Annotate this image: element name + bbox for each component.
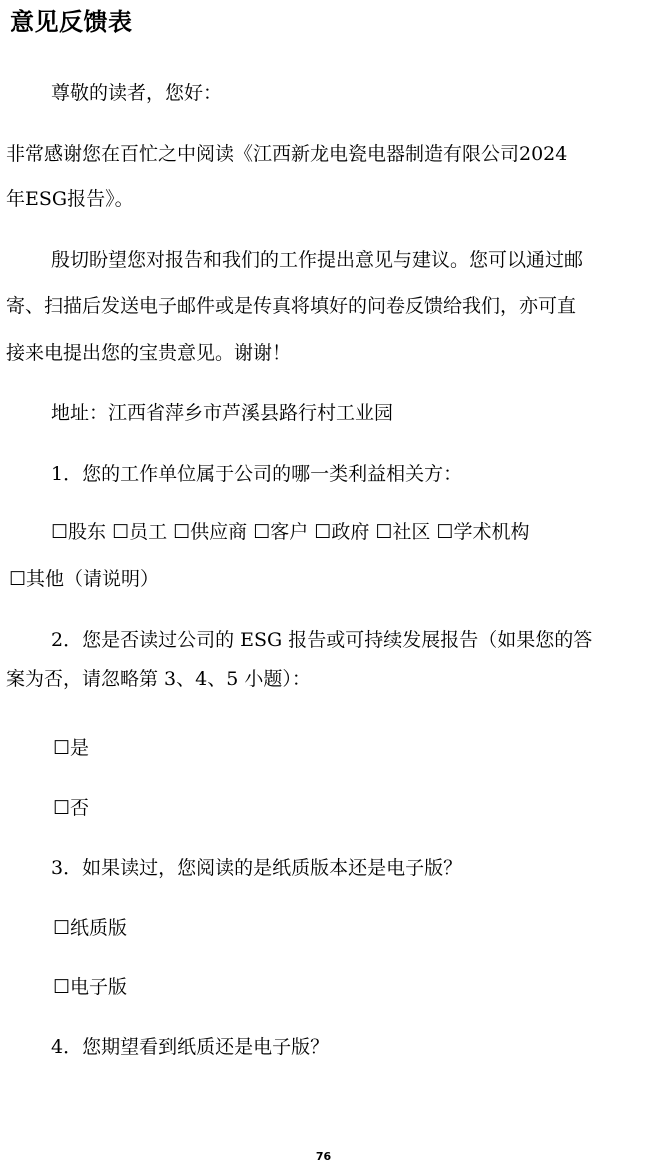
- question-2-line-1: 2．您是否读过公司的 ESG 报告或可持续发展报告（如果您的答: [51, 629, 593, 651]
- question-1-options-row-1[interactable]: ☐股东 ☐员工 ☐供应商 ☐客户 ☐政府 ☐社区 ☐学术机构: [51, 521, 530, 543]
- question-3-option-paper[interactable]: ☐纸质版: [53, 917, 128, 939]
- question-2-line-2: 案为否，请忽略第 3、4、5 小题）：: [6, 668, 311, 690]
- question-2-option-yes[interactable]: ☐是: [53, 737, 90, 759]
- question-1: 1．您的工作单位属于公司的哪一类利益相关方：: [51, 463, 463, 485]
- address-line: 地址：江西省萍乡市芦溪县路行村工业园: [51, 402, 394, 424]
- page-title: 意见反馈表: [10, 8, 133, 36]
- question-4: 4．您期望看到纸质还是电子版？: [51, 1036, 330, 1058]
- request-paragraph-line-1: 殷切盼望您对报告和我们的工作提出意见与建议。您可以通过邮: [51, 249, 584, 271]
- intro-paragraph-line-1: 非常感谢您在百忙之中阅读《江西新龙电瓷电器制造有限公司2024: [6, 143, 568, 165]
- question-1-options-row-2[interactable]: ☐其他（请说明）: [9, 568, 160, 590]
- salutation: 尊敬的读者，您好：: [51, 82, 223, 104]
- question-3: 3．如果读过，您阅读的是纸质版本还是电子版？: [51, 857, 463, 879]
- page-number: 76: [315, 1150, 332, 1163]
- question-2-option-no[interactable]: ☐否: [53, 797, 90, 819]
- question-3-option-electronic[interactable]: ☐电子版: [53, 976, 128, 998]
- intro-paragraph-line-2: 年ESG报告》。: [6, 188, 134, 210]
- request-paragraph-line-2: 寄、扫描后发送电子邮件或是传真将填好的问卷反馈给我们，亦可直: [6, 295, 577, 317]
- request-paragraph-line-3: 接来电提出您的宝贵意见。谢谢！: [6, 342, 292, 364]
